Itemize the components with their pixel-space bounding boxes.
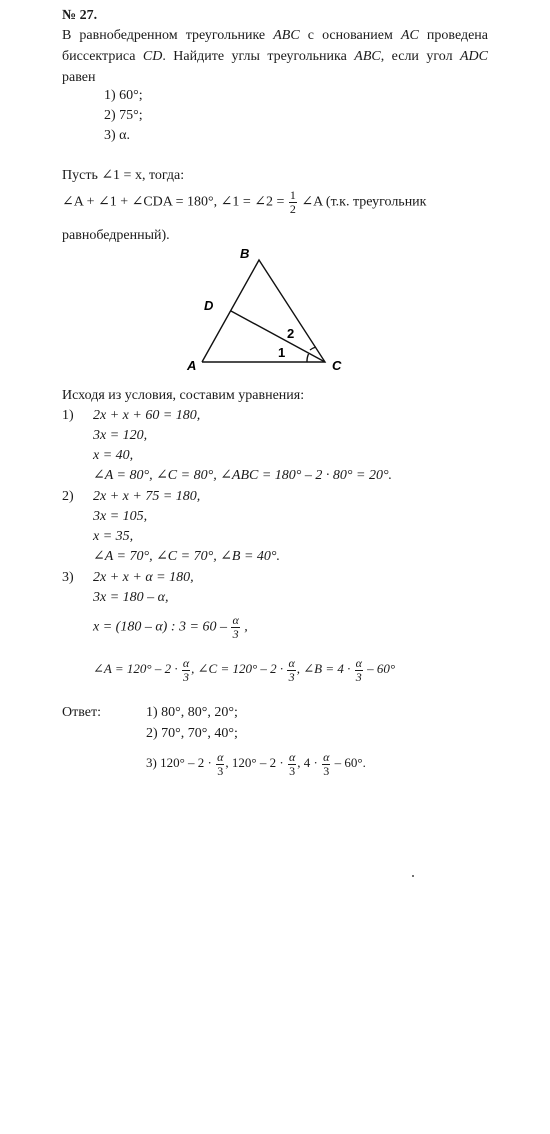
- case-2-line-2: 3x = 105,: [93, 509, 148, 524]
- answer-3-part-3: , 4 ·: [297, 755, 318, 771]
- fraction-alpha-over-3: [355, 657, 363, 683]
- case-3-line-4: [93, 657, 395, 683]
- triangle-name: ABC: [354, 49, 381, 64]
- angle-label-1: 1: [278, 345, 286, 360]
- answer-3-part-2: , 120° – 2 ·: [225, 755, 284, 771]
- answer-2: 2) 70°, 70°, 40°;: [146, 726, 238, 741]
- fraction-alpha-over-3: [288, 751, 296, 777]
- case-1-line-2: 3x = 120,: [93, 428, 148, 443]
- label-d: D: [204, 298, 214, 313]
- fraction-numerator: α: [323, 750, 330, 764]
- fraction-alpha-over-3: [182, 657, 190, 683]
- fraction-denominator: 3: [232, 626, 239, 641]
- angle-c-expression: , ∠C = 120° – 2 ·: [191, 661, 284, 677]
- triangle-figure: [187, 244, 360, 376]
- answer-label: Ответ:: [62, 705, 101, 720]
- equations-intro: Исходя из условия, составим уравнения:: [62, 388, 305, 403]
- fraction-alpha-over-3: [231, 614, 239, 640]
- fraction-numerator: α: [217, 750, 224, 764]
- case-3-line-3-tail: ,: [244, 619, 248, 635]
- case-3-line-2: 3x = 180 – α,: [93, 590, 169, 605]
- condition-text: В равнобедренном треугольнике: [62, 28, 274, 43]
- case-2-line-4: ∠A = 70°, ∠C = 70°, ∠B = 40°.: [93, 549, 281, 564]
- option-2: 2) 75°;: [104, 108, 143, 123]
- condition-text: проведена биссектриса: [62, 28, 489, 64]
- angle-arc-2: [310, 347, 316, 350]
- problem-condition: [62, 25, 488, 88]
- answer-3-part-4: – 60°.: [334, 755, 366, 771]
- relation-continuation: равнобедренный).: [62, 228, 170, 243]
- triangle-outline: [202, 260, 325, 362]
- option-1: 1) 60°;: [104, 88, 143, 103]
- angle-b-expression: , ∠B = 4 ·: [296, 661, 351, 677]
- fraction-denominator: 3: [289, 763, 296, 778]
- answer-1: 1) 80°, 80°, 20°;: [146, 705, 238, 720]
- fraction-denominator: 2: [289, 201, 296, 216]
- case-3-number: 3): [62, 570, 74, 585]
- fraction-numerator: α: [355, 656, 362, 670]
- condition-text: с основанием: [299, 28, 401, 43]
- fraction-denominator: 3: [323, 763, 330, 778]
- triangle-name: ABC: [273, 28, 300, 43]
- fraction-alpha-over-3: [287, 657, 295, 683]
- fraction-denominator: 3: [288, 669, 295, 684]
- relation-left: ∠A + ∠1 + ∠CDA = 180°, ∠1 = ∠2 =: [62, 194, 285, 210]
- condition-text: . Найдите углы треугольника: [162, 49, 355, 64]
- fraction-numerator: α: [288, 750, 296, 764]
- case-2-number: 2): [62, 489, 74, 504]
- answer-3-part-1: 3) 120° – 2 ·: [146, 755, 212, 771]
- option-3: 3) α.: [104, 128, 130, 143]
- case-1-number: 1): [62, 408, 74, 423]
- answer-3: [146, 751, 366, 777]
- case-1-line-4: ∠A = 80°, ∠C = 80°, ∠ABC = 180° – 2 · 80° = 20°.: [93, 468, 393, 483]
- fraction-alpha-over-3: [322, 751, 330, 777]
- angle-b-expression-tail: – 60°: [367, 661, 396, 677]
- angle-a-expression: ∠A = 120° – 2 ·: [93, 661, 178, 677]
- fraction-numerator: α: [232, 613, 239, 627]
- case-3-line-3-text: x = (180 – α) : 3 = 60 –: [93, 619, 227, 635]
- fraction-denominator: 3: [355, 669, 362, 684]
- label-a: A: [187, 358, 197, 373]
- angle-name: ADC: [460, 49, 488, 64]
- case-1-line-3: x = 40,: [93, 448, 134, 463]
- fraction-numerator: α: [288, 656, 295, 670]
- case-3-line-3: [93, 614, 248, 640]
- fraction-one-half: [289, 189, 297, 215]
- condition-text: , если угол: [380, 49, 460, 64]
- fraction-numerator: 1: [289, 188, 296, 202]
- fraction-numerator: α: [182, 656, 190, 670]
- label-b: B: [240, 246, 250, 261]
- fraction-denominator: 3: [182, 669, 189, 684]
- solution-intro: Пусть ∠1 = x, тогда:: [62, 168, 185, 183]
- case-1-line-1: 2x + x + 60 = 180,: [93, 408, 201, 423]
- problem-number: № 27.: [62, 8, 98, 23]
- fraction-denominator: 3: [217, 763, 224, 778]
- relation-right: ∠A (т.к. треугольник: [301, 194, 427, 210]
- case-3-line-1: 2x + x + α = 180,: [93, 570, 194, 585]
- condition-text: равен: [62, 70, 96, 85]
- base-name: AC: [400, 28, 419, 43]
- scan-speck: [412, 875, 414, 877]
- label-c: C: [332, 358, 342, 373]
- angle-arc-1: [307, 354, 309, 362]
- bisector-name: CD: [142, 49, 163, 64]
- fraction-alpha-over-3: [216, 751, 224, 777]
- angle-label-2: 2: [287, 326, 295, 341]
- angle-relation: [62, 189, 426, 215]
- case-2-line-1: 2x + x + 75 = 180,: [93, 489, 201, 504]
- case-2-line-3: x = 35,: [93, 529, 134, 544]
